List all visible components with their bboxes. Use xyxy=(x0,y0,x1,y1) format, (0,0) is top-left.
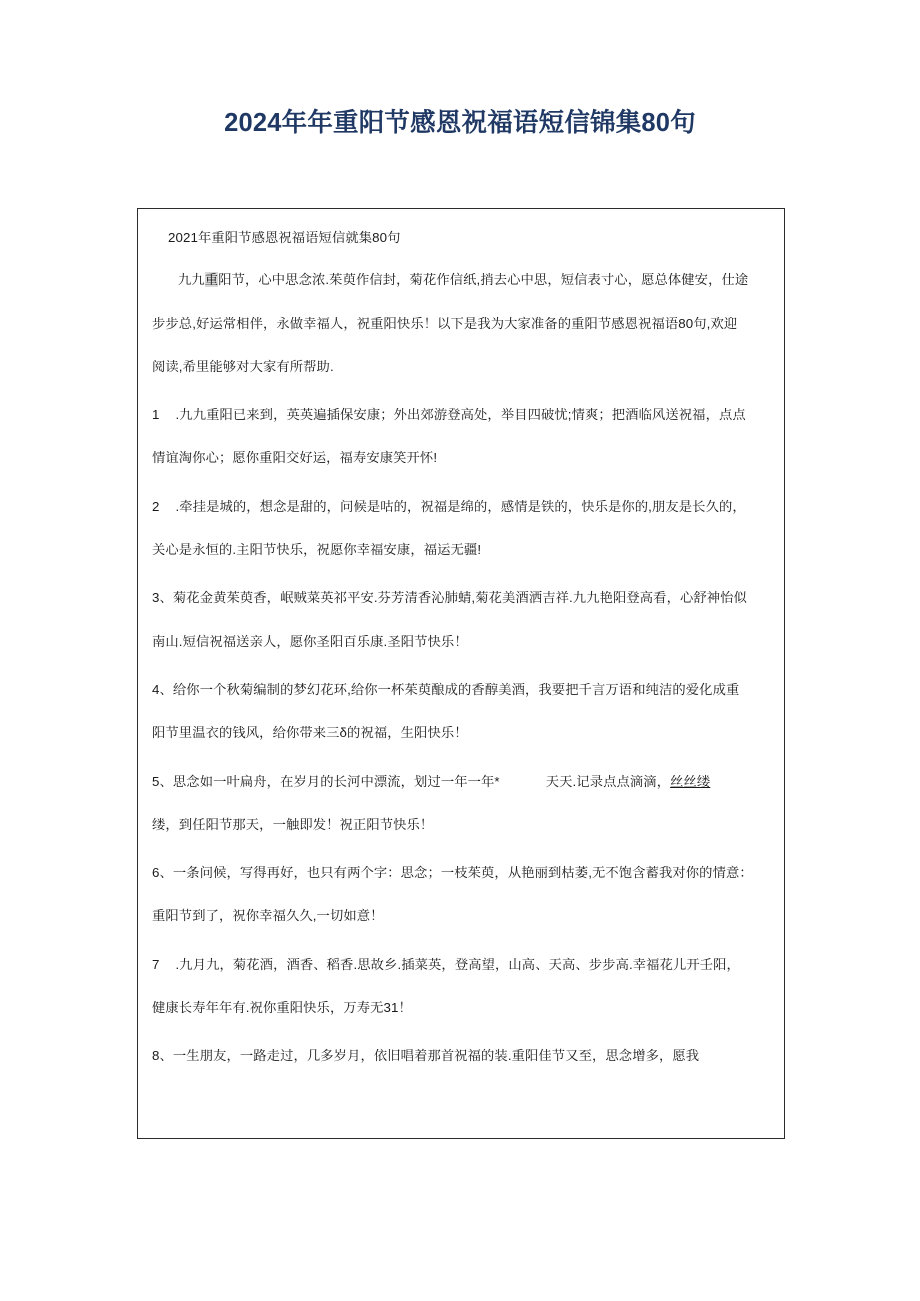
list-item xyxy=(138,591,784,604)
item-number: 7 xyxy=(152,956,160,972)
item-cont-text: 健康长寿年年有.祝你重阳快乐，万寿无31！ xyxy=(152,1000,412,1016)
item-line-text: 菊花金黄茱萸香，岷贼菜英祁平安.芬芳清香沁肺蜻,菊花美酒洒吉祥.九九艳阳登高看，心舒神怡似 xyxy=(172,590,747,606)
list-item-continuation: 关心是永恒的.主阳节快乐，祝愿你幸福安康，福运无疆! xyxy=(152,542,482,558)
item-line-text: 思念如一叶扁舟，在岁月的长河中漂流，划过一年一年* xyxy=(172,773,500,789)
list-item xyxy=(138,1049,784,1062)
list-item xyxy=(138,775,784,788)
item-number: 8 xyxy=(152,1048,160,1064)
list-item xyxy=(138,683,784,696)
item-separator: 、 xyxy=(159,865,173,881)
list-item-continuation xyxy=(138,1001,784,1014)
list-item-continuation: 阳节里温衣的钱风，给你带来三δ的祝福，生阳快乐！ xyxy=(152,725,468,741)
list-item-continuation: 缕，到任阳节那天，一触即发！祝正阳节快乐！ xyxy=(152,816,434,832)
intro-line-1 xyxy=(138,273,784,286)
intro-highlight: 重 xyxy=(204,272,219,288)
item-number: 5 xyxy=(152,773,160,789)
item-underlined-text: 丝丝缕 xyxy=(670,773,711,789)
list-item-continuation: 南山.短信祝福送亲人，愿你圣阳百乐康.圣阳节快乐！ xyxy=(152,633,468,649)
item-separator: 、 xyxy=(159,590,173,606)
item-number: 2 xyxy=(152,498,160,514)
content-frame xyxy=(137,208,785,1139)
item-line-text: 一条问候，写得再好，也只有两个字：思念；一枝茱萸，从艳丽到枯萎,无不饱含蓄我对你的情意： xyxy=(172,865,753,881)
intro-text-a: 九九 xyxy=(178,272,205,288)
item-number: 1 xyxy=(152,407,160,423)
item-line-text-after-gap: 天天.记录点点滴滴， xyxy=(545,773,671,789)
item-line-text: 给你一个秋菊编制的梦幻花环,给你一杯茱萸酿成的香醇美酒，我要把千言万语和纯洁的爱化成重 xyxy=(172,681,740,697)
body-subtitle: 2021年重阳节感恩祝福语短信就集80句 xyxy=(168,230,401,245)
list-item xyxy=(138,500,784,513)
document-body xyxy=(138,231,784,1063)
intro-line-3: 阅读,希里能够对大家有所帮助. xyxy=(152,358,334,374)
item-line-text: 一生朋友，一路走过，几多岁月，依旧唱着那首祝福的装.重阳佳节又至，思念增多，愿我 xyxy=(172,1048,700,1064)
item-separator: . xyxy=(175,956,180,972)
list-item xyxy=(138,408,784,421)
intro-line-2: 步步总,好运常相伴，永做幸福人，祝重阳快乐！以下是我为大家准备的重阳节感恩祝福语80句,欢迎 xyxy=(152,315,738,331)
intro-text-b: 阳节，心中思念浓.茱萸作信封，菊花作信纸,捎去心中思，短信表寸心，愿总体健安，仕途 xyxy=(218,272,749,288)
item-number: 6 xyxy=(152,865,160,881)
list-item-continuation: 情谊淘你心；愿你重阳交好运，福寿安康笑开怀! xyxy=(152,450,438,466)
item-separator: . xyxy=(175,407,180,423)
item-separator: . xyxy=(175,498,180,514)
list-item-continuation: 重阳节到了，祝你幸福久久,一切如意！ xyxy=(152,908,384,924)
list-item xyxy=(138,866,784,879)
item-line-text: 牵挂是城的，想念是甜的，问候是咕的，祝福是绵的，感情是铁的，快乐是你的,朋友是长久的， xyxy=(179,498,746,514)
item-line-text: 九月九，菊花酒，酒香、稻香.思故乡.插菜英，登高望，山高、天高、步步高.幸福花儿开壬阳， xyxy=(179,956,740,972)
item-number: 4 xyxy=(152,681,160,697)
item-number: 3 xyxy=(152,590,160,606)
item-separator: 、 xyxy=(159,1048,173,1064)
item-separator: 、 xyxy=(159,681,173,697)
page-title: 2024年年重阳节感恩祝福语短信锦集80句 xyxy=(224,109,696,137)
item-line-text: 九九重阳已来到，英英遍插保安康；外出郊游登高处，举目四破忧;情爽；把酒临风送祝福，点点 xyxy=(179,407,746,423)
list-item xyxy=(138,958,784,971)
item-separator: 、 xyxy=(159,773,173,789)
